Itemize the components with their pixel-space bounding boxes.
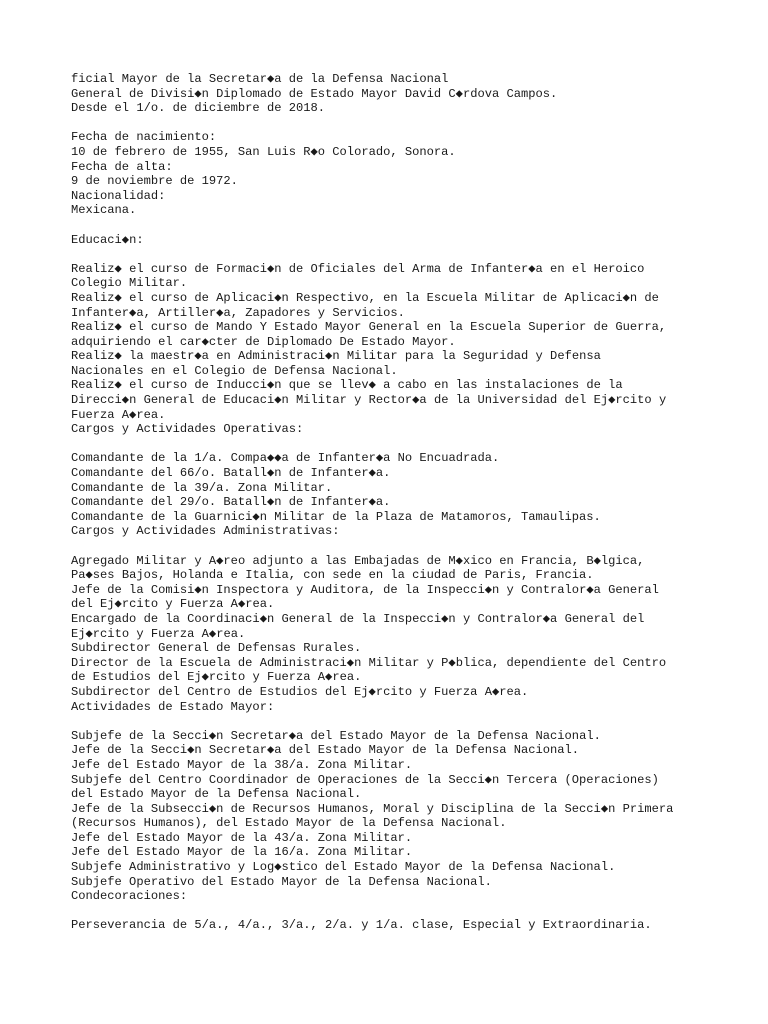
text-line: Nacionalidad: — [71, 188, 166, 203]
text-line: Perseverancia de 5/a., 4/a., 3/a., 2/a. y 1/a. clase, Especial y Extraordinaria. — [71, 918, 652, 933]
text-line: Jefe de la Secci◆n Secretar◆a del Estado Mayor de la Defensa Nacional. — [71, 743, 580, 758]
blank-line — [71, 116, 761, 131]
text-line: Subjefe Operativo del Estado Mayor de la Defensa Nacional. — [71, 874, 492, 889]
text-line: Subjefe del Centro Coordinador de Operaciones de la Secci◆n Tercera (Operaciones) — [71, 772, 659, 787]
blank-line — [71, 539, 761, 554]
text-line: Realiz◆ el curso de Mando Y Estado Mayor General en la Escuela Superior de Guerra, — [71, 320, 667, 335]
text-line: adquiriendo el car◆cter de Diplomado De Estado Mayor. — [71, 334, 456, 349]
blank-line — [71, 437, 761, 452]
text-line: Director de la Escuela de Administraci◆n Militar y P◆blica, dependiente del Centro — [71, 655, 667, 670]
text-line: Subjefe Administrativo y Log◆stico del Estado Mayor de la Defensa Nacional. — [71, 860, 616, 875]
text-line: (Recursos Humanos), del Estado Mayor de la Defensa Nacional. — [71, 816, 507, 831]
text-line: Subjefe de la Secci◆n Secretar◆a del Estado Mayor de la Defensa Nacional. — [71, 728, 601, 743]
text-line: Actividades de Estado Mayor: — [71, 699, 275, 714]
text-line: Nacionales en el Colegio de Defensa Nacional. — [71, 363, 398, 378]
text-line: del Ej◆rcito y Fuerza A◆rea. — [71, 597, 275, 612]
text-line: Desde el 1/o. de diciembre de 2018. — [71, 101, 326, 116]
text-line: Fuerza A◆rea. — [71, 407, 166, 422]
text-line: Jefe del Estado Mayor de la 16/a. Zona Militar. — [71, 845, 413, 860]
text-line: Encargado de la Coordinaci◆n General de la Inspecci◆n y Contralor◆a General del — [71, 611, 645, 626]
text-line: Fecha de alta: — [71, 159, 173, 174]
text-line: Condecoraciones: — [71, 889, 188, 904]
text-line: Cargos y Actividades Operativas: — [71, 422, 304, 437]
text-line: Subdirector del Centro de Estudios del Ej◆rcito y Fuerza A◆rea. — [71, 684, 529, 699]
blank-line — [71, 904, 761, 919]
blank-line — [71, 714, 761, 729]
text-line: Cargos y Actividades Administrativas: — [71, 524, 340, 539]
text-line: Realiz◆ la maestr◆a en Administraci◆n Militar para la Seguridad y Defensa — [71, 349, 601, 364]
text-line: del Estado Mayor de la Defensa Nacional. — [71, 787, 362, 802]
text-line: Jefe del Estado Mayor de la 43/a. Zona Militar. — [71, 830, 413, 845]
text-line: Agregado Militar y A◆reo adjunto a las Embajadas de M◆xico en Francia, B◆lgica, — [71, 553, 645, 568]
text-line: Ej◆rcito y Fuerza A◆rea. — [71, 626, 246, 641]
text-line: Infanter◆a, Artiller◆a, Zapadores y Servicios. — [71, 305, 405, 320]
blank-line — [71, 218, 761, 233]
text-line: Comandante de la Guarnici◆n Militar de la Plaza de Matamoros, Tamaulipas. — [71, 509, 601, 524]
text-line: Subdirector General de Defensas Rurales. — [71, 641, 362, 656]
text-line: de Estudios del Ej◆rcito y Fuerza A◆rea. — [71, 670, 362, 685]
text-line: Educaci◆n: — [71, 232, 144, 247]
text-line: Direcci◆n General de Educaci◆n Militar y Rector◆a de la Universidad del Ej◆rcito y — [71, 393, 667, 408]
text-line: ficial Mayor de la Secretar◆a de la Defensa Nacional — [71, 72, 449, 86]
text-line: Jefe de la Comisi◆n Inspectora y Auditora, de la Inspecci◆n y Contralor◆a General — [71, 582, 659, 597]
text-line: Realiz◆ el curso de Formaci◆n de Oficiales del Arma de Infanter◆a en el Heroico — [71, 261, 645, 276]
text-line: General de Divisi◆n Diplomado de Estado Mayor David C◆rdova Campos. — [71, 86, 558, 101]
text-line: Comandante de la 1/a. Compa◆◆a de Infanter◆a No Encuadrada. — [71, 451, 500, 466]
text-line: Mexicana. — [71, 203, 137, 218]
text-line: Comandante del 29/o. Batall◆n de Infanter◆a. — [71, 495, 391, 510]
blank-line — [71, 247, 761, 262]
text-line: Comandante del 66/o. Batall◆n de Infanter◆a. — [71, 466, 391, 481]
text-line: Jefe de la Subsecci◆n de Recursos Humanos, Moral y Disciplina de la Secci◆n Primera — [71, 801, 674, 816]
text-line: Jefe del Estado Mayor de la 38/a. Zona Militar. — [71, 757, 413, 772]
text-line: Realiz◆ el curso de Inducci◆n que se llev◆ a cabo en las instalaciones de la — [71, 378, 623, 393]
text-line: 9 de noviembre de 1972. — [71, 174, 238, 189]
text-line: Comandante de la 39/a. Zona Militar. — [71, 480, 333, 495]
document-body — [71, 72, 761, 933]
text-line: Fecha de nacimiento: — [71, 130, 217, 145]
text-line: 10 de febrero de 1955, San Luis R◆o Colorado, Sonora. — [71, 144, 456, 159]
text-line: Realiz◆ el curso de Aplicaci◆n Respectivo, en la Escuela Militar de Aplicaci◆n de — [71, 290, 659, 305]
text-line: Colegio Militar. — [71, 276, 188, 291]
text-line: Pa◆ses Bajos, Holanda e Italia, con sede en la ciudad de Paris, Francia. — [71, 568, 594, 583]
